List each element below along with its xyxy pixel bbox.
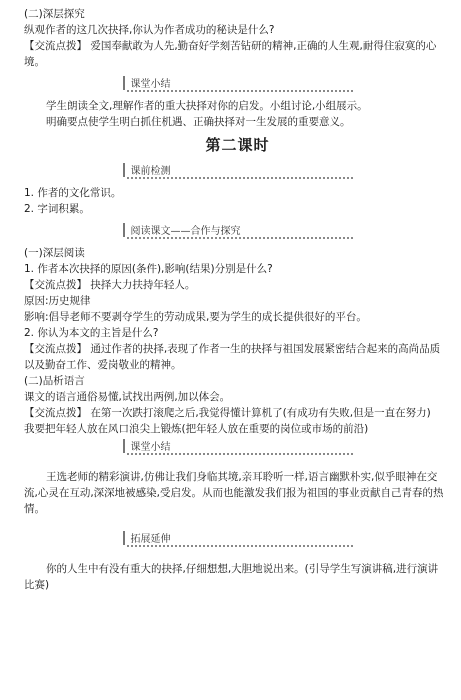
section-marker xyxy=(123,439,125,453)
question: 1. 作者本次抉择的原因(条件),影响(结果)分别是什么? xyxy=(24,263,273,275)
section-label: 阅读课文——合作与探究 xyxy=(130,226,241,237)
question: 纵观作者的这几次抉择,你认为作者成功的秘诀是什么? xyxy=(24,24,275,36)
section-header-reading xyxy=(123,221,353,239)
heading-language: (二)品析语言 xyxy=(24,375,85,387)
dotted-rule xyxy=(127,88,353,92)
section-label: 课堂小结 xyxy=(130,79,171,90)
answer-line: 以及勤奋工作、爱岗敬业的精神。 xyxy=(24,359,182,371)
paragraph: 明确要点使学生明白抓住机遇、正确抉择对一生发展的重要意义。 xyxy=(46,116,351,128)
heading-deep-inquiry: (二)深层探究 xyxy=(24,8,85,20)
section-marker xyxy=(123,76,125,90)
answer-line: 影响:倡导老师不要剥夺学生的劳动成果,要为学生的成长提供很好的平台。 xyxy=(24,311,367,323)
answer-line: 【交流点拨】 爱国奉献敢为人先,勤奋好学刻苦钻研的精神,正确的人生观,耐得住寂寞的心 xyxy=(24,40,437,52)
list-item: 2. 字词积累。 xyxy=(24,203,90,215)
section-header-extension xyxy=(123,529,353,547)
paragraph: 王选老师的精彩演讲,仿佛让我们身临其境,亲耳聆听一样,语言幽默朴实,似乎眼神在交 xyxy=(46,471,438,483)
paragraph: 比赛) xyxy=(24,579,50,591)
section-marker xyxy=(123,531,125,545)
dotted-rule xyxy=(127,175,353,179)
heading-deep-reading: (一)深层阅读 xyxy=(24,247,85,259)
answer-line: 【交流点拨】 通过作者的抉择,表现了作者一生的抉择与祖国发展紧密结合起来的高尚品质 xyxy=(24,343,441,355)
dotted-rule xyxy=(127,451,353,455)
section-header-summary-2 xyxy=(123,437,353,455)
section-marker xyxy=(123,223,125,237)
section-header-summary xyxy=(123,74,353,92)
lesson-title: 第二课时 xyxy=(205,136,270,154)
question: 2. 你认为本文的主旨是什么? xyxy=(24,327,159,339)
answer-line: 原因:历史规律 xyxy=(24,295,91,307)
answer-line: 【交流点拨】 抉择大力扶持年轻人。 xyxy=(24,279,196,291)
paragraph: 流,心灵在互动,深深地被感染,受启发。从而也能激发我们报为祖国的事业贡献自己青春的热 xyxy=(24,487,444,499)
section-label: 拓展延伸 xyxy=(130,534,171,545)
paragraph: 学生朗读全文,理解作者的重大抉择对你的启发。小组讨论,小组展示。 xyxy=(46,100,368,112)
section-marker xyxy=(123,163,125,177)
paragraph: 你的人生中有没有重大的抉择,仔细想想,大胆地说出来。(引导学生写演讲稿,进行演讲 xyxy=(46,563,439,575)
answer-line: 【交流点拨】 在第一次跌打滚爬之后,我觉得懂计算机了(有成功有失败,但是一直在努力) xyxy=(24,407,431,419)
section-label: 课前检测 xyxy=(130,166,171,177)
section-label: 课堂小结 xyxy=(130,442,171,453)
dotted-rule xyxy=(127,235,353,239)
list-item: 1. 作者的文化常识。 xyxy=(24,187,122,199)
paragraph: 情。 xyxy=(24,503,45,515)
answer-line: 境。 xyxy=(24,56,45,68)
dotted-rule xyxy=(127,543,353,547)
answer-line: 我要把年轻人放在风口浪尖上锻炼(把年轻人放在重要的岗位或市场的前沿) xyxy=(24,423,369,435)
section-header-pretest xyxy=(123,161,353,179)
question: 课文的语言通俗易懂,试找出两例,加以体会。 xyxy=(24,391,231,403)
